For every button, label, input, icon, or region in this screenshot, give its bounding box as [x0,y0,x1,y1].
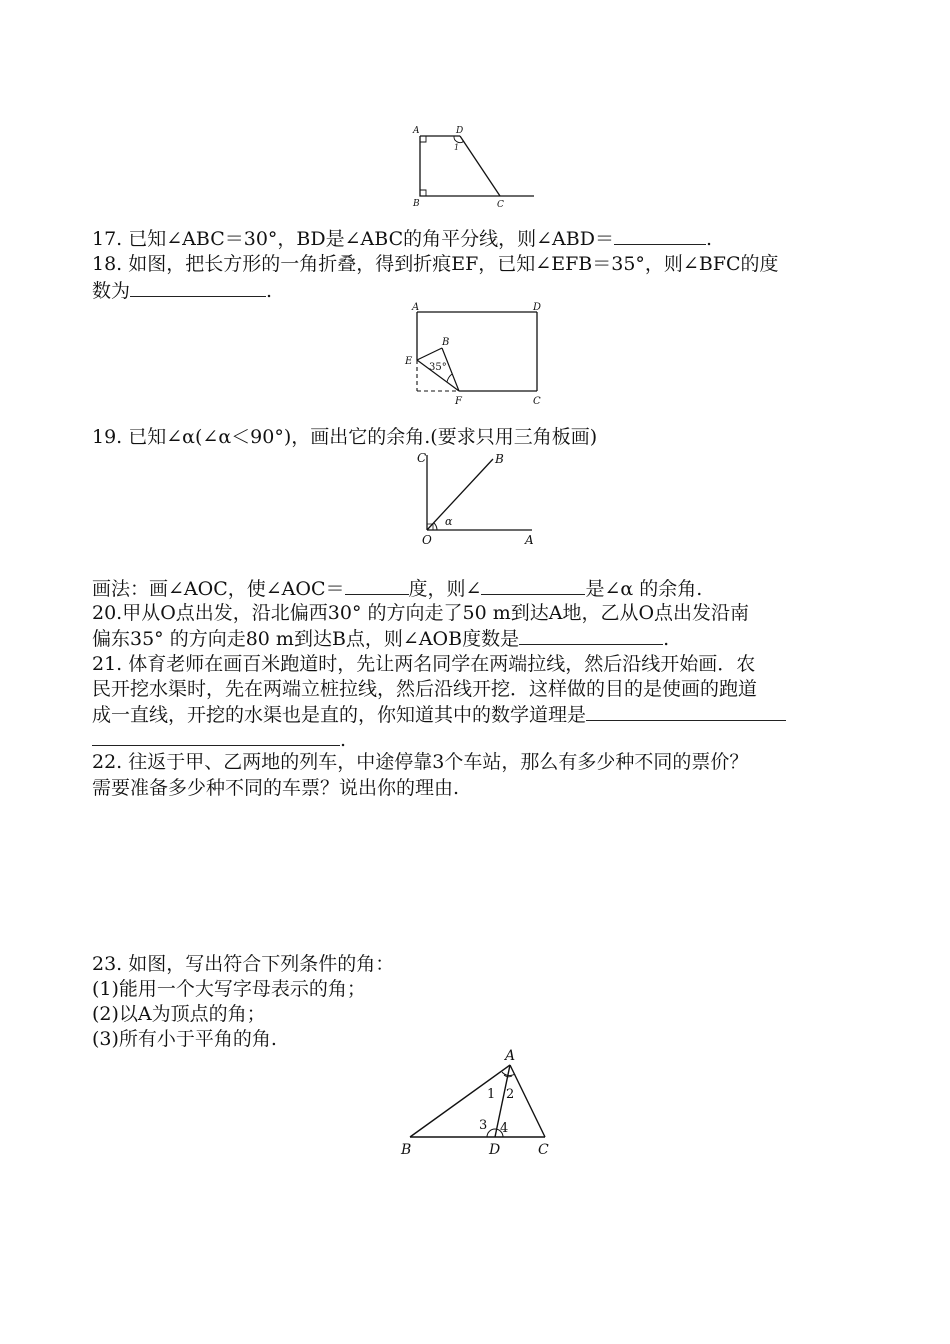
fig17-label-b: B [413,199,420,209]
q21-line-3 [92,702,786,727]
q19-method-part1: 画法：画∠AOC，使∠AOC＝ [92,578,345,600]
q19-line: 19. 已知∠α(∠α＜90°)，画出它的余角.(要求只用三角板画) [92,426,598,448]
fig23-label-a: A [505,1048,516,1064]
q17-answer-blank[interactable] [614,226,706,245]
q19-method-line [92,576,702,601]
q20-line-2 [92,626,669,651]
fig19-label-o: O [422,533,432,547]
fig17-label-c: C [497,200,504,210]
q18-line-1: 18. 如图，把长方形的一角折叠，得到折痕EF，已知∠EFB＝35°，则∠BFC的度 [92,253,779,275]
fig23-label-3: 3 [479,1118,488,1133]
fig23-label-1: 1 [487,1087,496,1102]
q21-line-1: 21. 体育老师在画百米跑道时，先让两名同学在两端拉线，然后沿线开始画．农 [92,653,756,675]
q21-end: . [340,729,347,751]
figure-angle-alpha [412,447,552,547]
q19-degree-blank[interactable] [345,576,409,595]
fig23-label-4: 4 [500,1121,509,1136]
q20-end: . [663,628,670,650]
q21-line-2: 民开挖水渠时，先在两端立桩拉线，然后沿线开挖．这样做的目的是使画的跑道 [92,678,758,700]
q23-item-3: (3)所有小于平角的角. [92,1028,277,1050]
fig19-label-c: C [417,451,427,465]
fig23-label-2: 2 [506,1087,515,1102]
fig18-label-d: D [533,302,542,313]
q18-text: 数为 [92,280,131,302]
q17-end: . [705,228,713,250]
fig18-label-b: B [442,337,450,348]
fig23-label-b: B [401,1142,412,1158]
fig19-label-a: A [525,533,534,547]
q19-angle-blank[interactable] [481,576,585,595]
figure-trapezoid [408,124,538,210]
fig18-label-a: A [412,302,420,313]
q19-method-part2: 度，则∠ [408,578,482,600]
q21-text: 成一直线，开挖的水渠也是直的，你知道其中的数学道理是 [92,704,587,726]
fig19-label-alpha: α [445,515,453,528]
q22-line-1: 22. 往返于甲、乙两地的列车，中途停靠3个车站，那么有多少种不同的票价？ [92,751,749,773]
q18-line-2 [92,278,272,303]
fig23-label-d: D [489,1142,501,1158]
figure-rectangle-fold [402,298,552,410]
fig17-label-1: 1 [454,143,460,152]
fig17-label-d: D [456,126,464,136]
q20-line-1: 20.甲从O点出发，沿北偏西30° 的方向走了50 m到达A地，乙从O点出发沿南 [92,602,750,624]
q18-end: . [266,280,273,302]
fig23-label-c: C [538,1142,549,1158]
q23-title: 23. 如图，写出符合下列条件的角： [92,953,395,975]
q21-answer-blank-1[interactable] [586,702,786,721]
fig18-label-f: F [455,396,462,407]
q21-line-4 [92,727,346,752]
fig19-label-b: B [495,452,504,466]
q23-item-1: (1)能用一个大写字母表示的角； [92,978,366,1000]
q18-answer-blank[interactable] [130,278,266,297]
fig18-angle-35: 35° [429,362,447,373]
fig18-label-e: E [405,356,413,367]
q23-item-2: (2)以A为顶点的角； [92,1003,266,1025]
q20-text: 偏东35° 的方向走80 m到达B点，则∠AOB度数是 [92,628,520,650]
fig18-label-c: C [533,396,541,407]
q17-line [92,226,712,251]
fig17-label-a: A [413,126,420,136]
q22-line-2: 需要准备多少种不同的车票？说出你的理由. [92,777,460,799]
q20-answer-blank[interactable] [519,626,663,645]
q17-text: 17. 已知∠ABC＝30°，BD是∠ABC的角平分线，则∠ABD＝ [92,228,614,250]
q19-method-part3: 是∠α 的余角. [585,578,703,600]
figure-triangle [396,1044,566,1164]
q21-answer-blank-2[interactable] [92,727,340,746]
